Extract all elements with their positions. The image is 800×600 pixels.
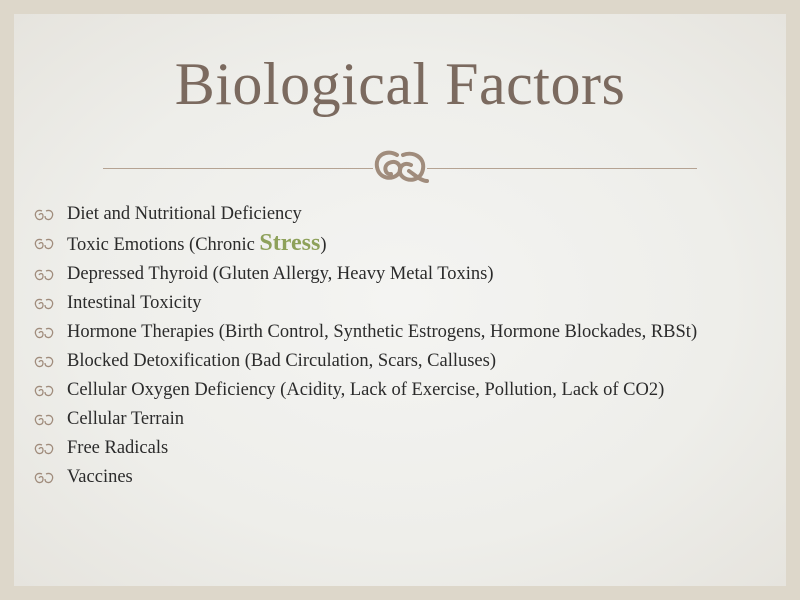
bullet-item [33,408,773,431]
bullet-text: Cellular Terrain [67,409,185,429]
bullet-item [33,321,773,344]
bullet-item [33,232,773,257]
divider-line-right [427,168,697,169]
bullet-item [33,292,773,315]
bullet-item [33,379,773,402]
double-swirl-bullet-icon [33,355,55,369]
double-swirl-bullet-icon [33,471,55,485]
bullet-item [33,466,773,489]
bullet-item [33,203,773,226]
double-swirl-bullet-icon [33,384,55,398]
double-swirl-bullet-icon [33,237,55,251]
bullet-text: Diet and Nutritional Deficiency [67,204,302,224]
bullet-list [33,203,773,495]
double-swirl-bullet-icon [33,208,55,222]
double-swirl-bullet-icon [33,268,55,282]
stress-highlight: Stress [259,230,321,256]
bullet-text: Hormone Therapies (Birth Control, Synthetic Estrogens, Hormone Blockades, RBSt) [67,322,698,342]
double-swirl-bullet-icon [33,413,55,427]
divider-line-left [103,168,373,169]
ornamental-swirl-icon [369,145,431,189]
double-swirl-bullet-icon [33,442,55,456]
bullet-text-prefix: Toxic Emotions (Chronic [67,235,260,255]
slide-title: Biological Factors [174,51,626,117]
bullet-text: Vaccines [67,467,133,487]
bullet-item [33,350,773,373]
bullet-text: Free Radicals [67,438,169,458]
bullet-text: Cellular Oxygen Deficiency (Acidity, Lack of Exercise, Pollution, Lack of CO2) [67,380,665,400]
bullet-item [33,263,773,286]
double-swirl-bullet-icon [33,297,55,311]
bullet-text: Blocked Detoxification (Bad Circulation, Scars, Calluses) [67,351,496,371]
double-swirl-bullet-icon [33,326,55,340]
bullet-text: Intestinal Toxicity [67,293,202,313]
bullet-text-suffix: ) [320,235,327,255]
bullet-text: Depressed Thyroid (Gluten Allergy, Heavy Metal Toxins) [67,264,494,284]
bullet-item [33,437,773,460]
